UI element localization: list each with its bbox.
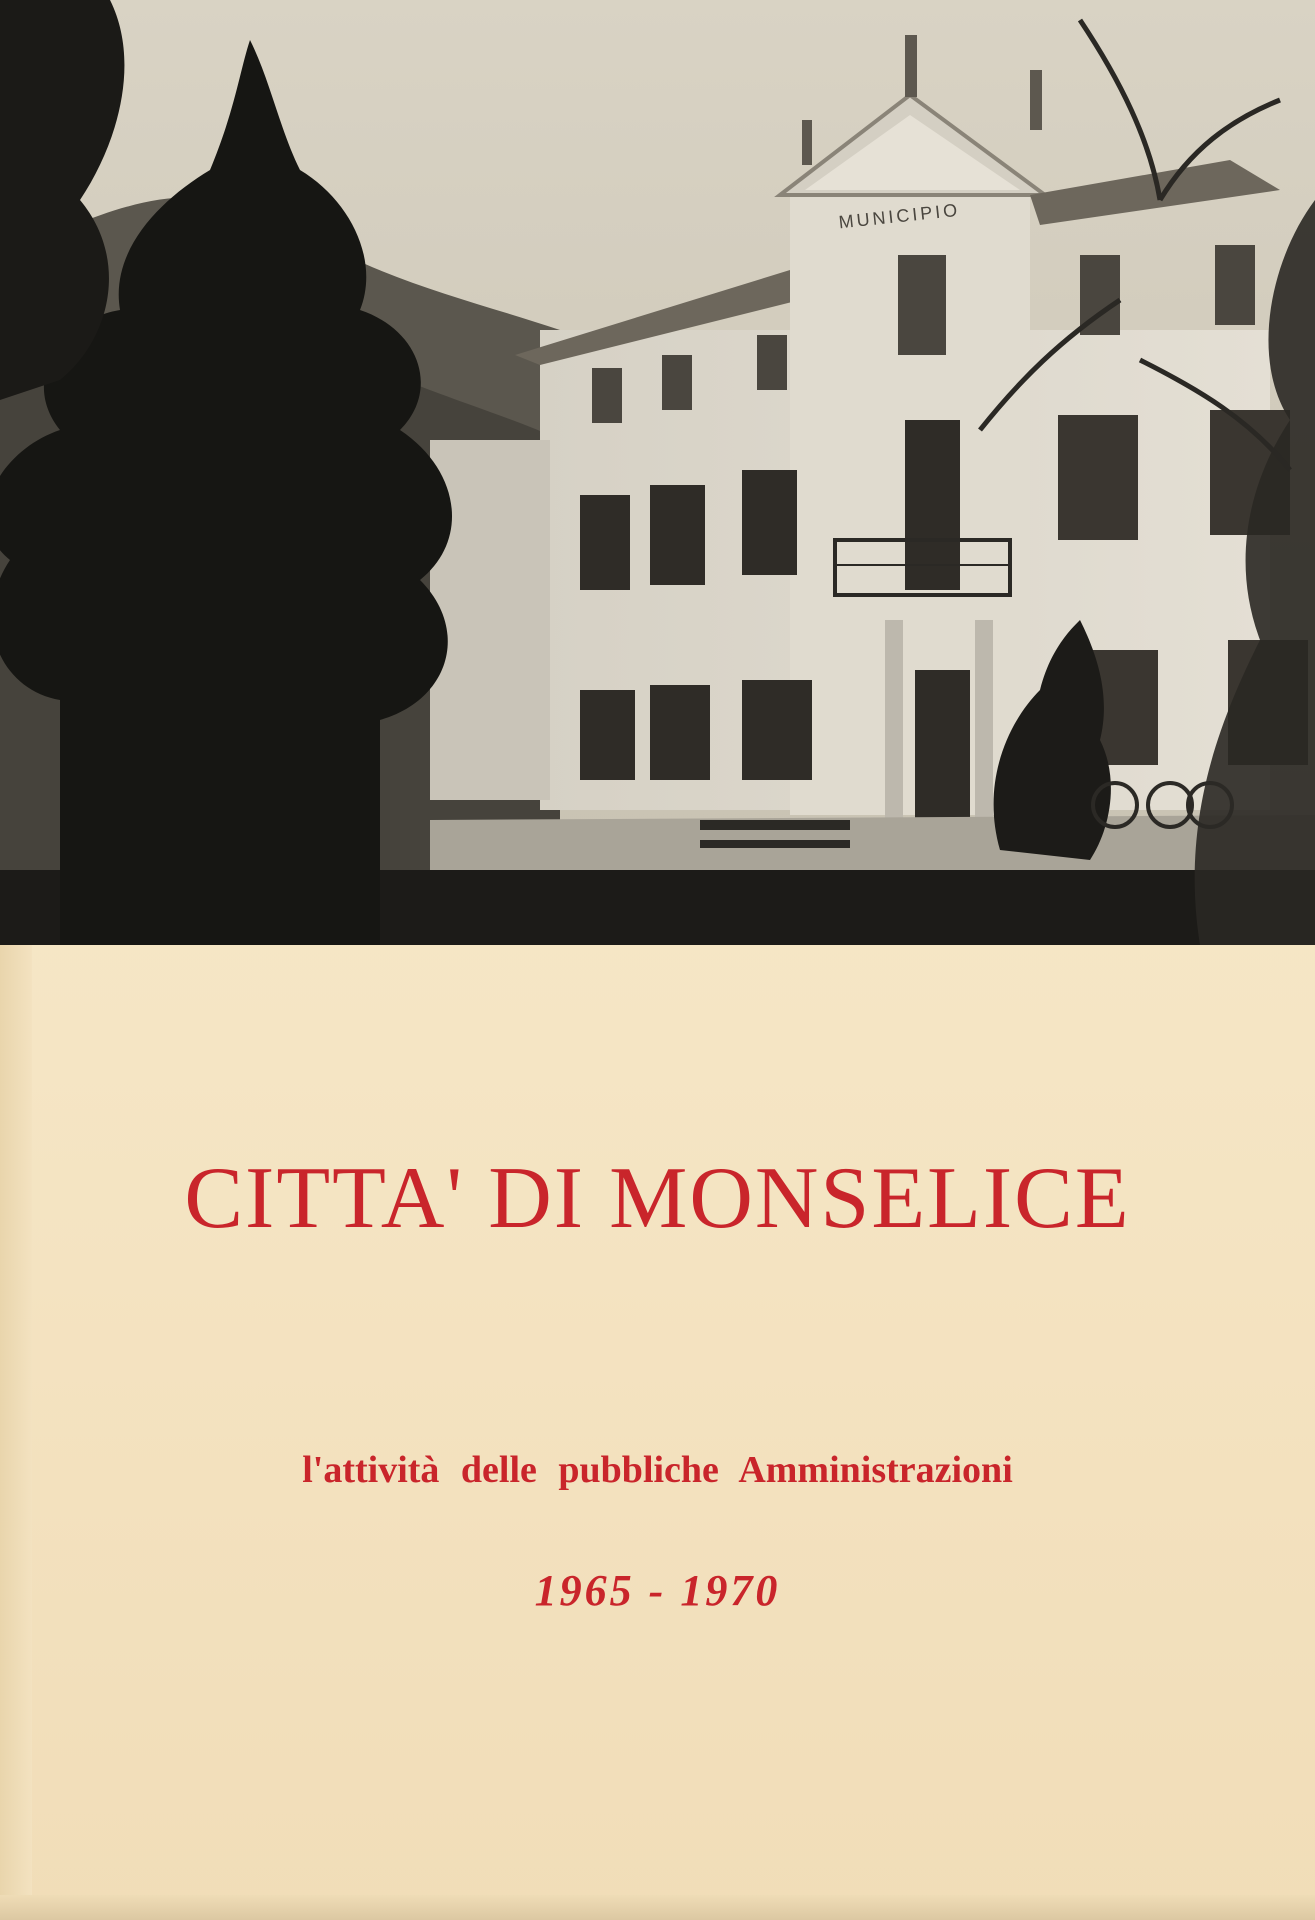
- municipio-sign: MUNICIPIO: [837, 199, 962, 233]
- cover-spine-edge: [0, 945, 32, 1920]
- cover-subtitle: l'attività delle pubbliche Amministrazioni: [302, 1449, 1013, 1491]
- cover-bottom-edge: [0, 1895, 1315, 1920]
- town-hall-photo: [0, 0, 1315, 945]
- cover-title: CITTA' DI MONSELICE: [184, 1150, 1131, 1247]
- cover-photograph: [0, 0, 1315, 945]
- cover-years: 1965 - 1970: [534, 1566, 781, 1615]
